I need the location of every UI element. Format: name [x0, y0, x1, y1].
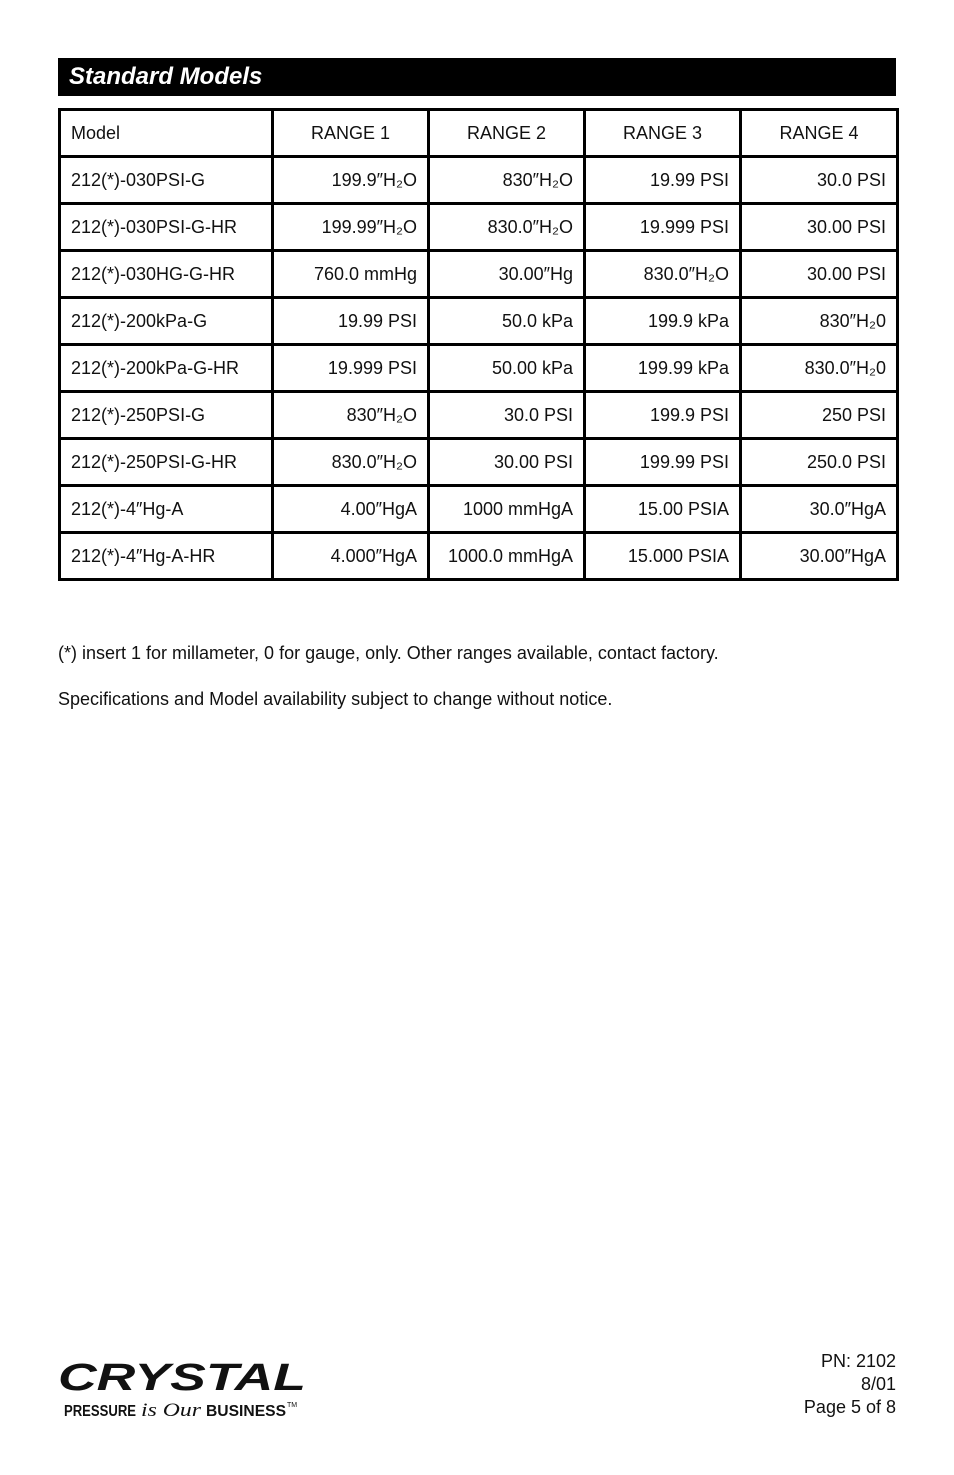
footer-info: [804, 1350, 896, 1419]
range-1-cell: 199.9″H₂O: [273, 157, 429, 204]
range-4-cell: 30.00 PSI: [741, 204, 898, 251]
range-3-cell: 19.99 PSI: [585, 157, 741, 204]
range-1-cell: 760.0 mmHg: [273, 251, 429, 298]
range-2-cell: 50.00 kPa: [429, 345, 585, 392]
logo-tagline-is-our: is Our: [141, 1400, 202, 1420]
table-row: [60, 204, 898, 251]
range-4-cell: 250 PSI: [741, 392, 898, 439]
table-row: [60, 439, 898, 486]
range-3-cell: 15.00 PSIA: [585, 486, 741, 533]
range-3-cell: 199.99 PSI: [585, 439, 741, 486]
range-3-cell: 199.9 kPa: [585, 298, 741, 345]
standard-models-table: [58, 108, 899, 581]
range-4-cell: 30.0 PSI: [741, 157, 898, 204]
table-row: [60, 486, 898, 533]
range-4-cell: 250.0 PSI: [741, 439, 898, 486]
model-cell: 212(*)-250PSI-G: [60, 392, 273, 439]
range-3-cell: 15.000 PSIA: [585, 533, 741, 580]
table-row: [60, 392, 898, 439]
model-cell: 212(*)-200kPa-G: [60, 298, 273, 345]
table-header-row: [60, 110, 898, 157]
model-cell: 212(*)-030PSI-G-HR: [60, 204, 273, 251]
range-2-cell: 1000 mmHgA: [429, 486, 585, 533]
column-header-range-1: RANGE 1: [273, 110, 429, 157]
logo-brand: CRYSTAL: [58, 1358, 306, 1399]
column-header-range-4: RANGE 4: [741, 110, 898, 157]
range-3-cell: 199.9 PSI: [585, 392, 741, 439]
section-title: Standard Models: [69, 63, 263, 90]
table-row: [60, 533, 898, 580]
range-3-cell: 199.99 kPa: [585, 345, 741, 392]
model-cell: 212(*)-200kPa-G-HR: [60, 345, 273, 392]
notes-section: [58, 642, 898, 734]
model-cell: 212(*)-030PSI-G: [60, 157, 273, 204]
range-1-cell: 4.00″HgA: [273, 486, 429, 533]
range-3-cell: 830.0″H₂O: [585, 251, 741, 298]
model-cell: 212(*)-4″Hg-A: [60, 486, 273, 533]
range-1-cell: 830.0″H₂O: [273, 439, 429, 486]
range-4-cell: 30.00 PSI: [741, 251, 898, 298]
range-1-cell: 19.999 PSI: [273, 345, 429, 392]
range-3-cell: 19.999 PSI: [585, 204, 741, 251]
range-1-cell: 830″H₂O: [273, 392, 429, 439]
range-4-cell: 830.0″H₂0: [741, 345, 898, 392]
table-row: [60, 298, 898, 345]
footnote-insert: (*) insert 1 for millameter, 0 for gauge, only. Other ranges available, contact factory.: [58, 643, 719, 663]
range-1-cell: 4.000″HgA: [273, 533, 429, 580]
model-cell: 212(*)-250PSI-G-HR: [60, 439, 273, 486]
table-row: [60, 251, 898, 298]
range-4-cell: 30.0″HgA: [741, 486, 898, 533]
model-cell: 212(*)-030HG-G-HR: [60, 251, 273, 298]
logo-tagline-pressure: PRESSURE: [64, 1403, 137, 1420]
column-header-range-3: RANGE 3: [585, 110, 741, 157]
section-header-bar: [58, 58, 896, 96]
column-header-model: Model: [60, 110, 273, 157]
range-2-cell: 30.00 PSI: [429, 439, 585, 486]
revision-date: 8/01: [860, 1374, 896, 1394]
range-4-cell: 830″H₂0: [741, 298, 898, 345]
footnote-specifications: Specifications and Model availability subject to change without notice.: [58, 689, 613, 709]
range-1-cell: 199.99″H₂O: [273, 204, 429, 251]
part-number: PN: 2102: [820, 1351, 896, 1371]
model-cell: 212(*)-4″Hg-A-HR: [60, 533, 273, 580]
range-2-cell: 830″H₂O: [429, 157, 585, 204]
column-header-range-2: RANGE 2: [429, 110, 585, 157]
range-4-cell: 30.00″HgA: [741, 533, 898, 580]
range-2-cell: 830.0″H₂O: [429, 204, 585, 251]
range-2-cell: 1000.0 mmHgA: [429, 533, 585, 580]
range-2-cell: 50.0 kPa: [429, 298, 585, 345]
page-number: Page 5 of 8: [803, 1397, 896, 1417]
logo-tagline-business: BUSINESS: [206, 1403, 287, 1420]
crystal-logo: [58, 1358, 310, 1420]
logo-trademark: TM: [287, 1402, 298, 1409]
table-row: [60, 345, 898, 392]
table-row: [60, 157, 898, 204]
range-1-cell: 19.99 PSI: [273, 298, 429, 345]
range-2-cell: 30.0 PSI: [429, 392, 585, 439]
range-2-cell: 30.00″Hg: [429, 251, 585, 298]
